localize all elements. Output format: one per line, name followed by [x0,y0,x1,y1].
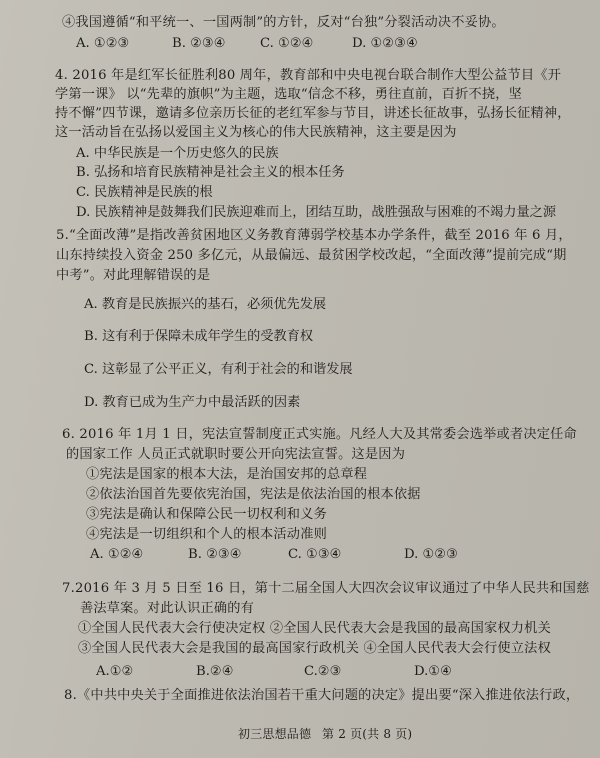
q4-stem-line-3: 持不懈”四节课，邀请多位亲历长征的老红军参与节目，讲述长征故事，弘扬长征精神， [55,106,571,121]
q7-item-line-1: ①全国人民代表大会行使决定权 ②全国人民代表大会是我国的最高国家权力机关 [78,621,551,636]
q6-stem-line-1: 6. 2016 年 1月 1 日，宪法宣誓制度正式实施。凡经人大及其常委会选举或者决定任命 [62,427,577,442]
q5-option-d: D. 教育已成为生产力中最活跃的因素 [84,395,301,410]
q7-option-c: C.②③ [304,664,342,679]
q4-stem-line-1: 4. 2016 年是红军长征胜利80 周年，教育部和中央电视台联合制作大型公益节目《开 [55,68,562,83]
q6-item-2: ②依法治国首先要依宪治国，宪法是依法治国的根本依据 [86,487,421,502]
q4-option-b: B. 弘扬和培育民族精神是社会主义的根本任务 [76,165,345,180]
q4-option-d: D. 民族精神是鼓舞我们民族迎难而上，团结互助，战胜强敌与困难的不竭力量之源 [76,205,557,220]
q4-option-a: A. 中华民族是一个历史悠久的民族 [76,146,279,161]
footer-page-number: 第 2 页(共 8 页) [322,727,413,741]
q5-stem-line-3: 中考”。对此理解错误的是 [56,268,211,283]
q6-item-4: ④宪法是一切组织和个人的根本活动准则 [86,527,327,542]
q4-stem-line-4: 这一活动旨在弘扬以爱国主义为核心的伟大民族精神，这主要是因为 [55,125,457,140]
q3-option-c: C. ①②④ [260,36,314,51]
q3-option-d: D. ①②③④ [352,36,418,51]
q6-stem-line-2: 的国家工作 人员正式就职时要公开向宪法宣誓。这是因为 [66,447,406,462]
q7-stem-line-1: 7.2016 年 3 月 5 日至 16 日，第十二届全国人大四次会议审议通过了中华人民共和国慈 [62,581,590,596]
q6-item-3: ③宪法是确认和保障公民一切权利和义务 [86,507,327,522]
q5-option-a: A. 教育是民族振兴的基石，必须优先发展 [84,297,327,312]
q3-option-a: A. ①②③ [76,36,130,51]
q6-option-c: C. ①③④ [288,547,342,562]
q7-option-a: A.①② [96,664,134,679]
footer-subject: 初三思想品德 [238,727,312,741]
q3-option-b: B. ②③④ [172,36,226,51]
q8-stem-line-1: 8.《中共中央关于全面推进依法治国若干重大问题的决定》提出要“深入推进依法行政， [64,688,580,703]
q7-stem-line-2: 善法草案。对此认识正确的有 [80,601,255,616]
q7-item-line-2: ③全国人民代表大会是我国的最高国家行政机关 ④全国人民代表大会行使立法权 [78,641,551,656]
q5-stem-line-1: 5.“全面改薄”是指改善贫困地区义务教育薄弱学校基本办学条件，截至 2016 年 6 月， [56,228,572,243]
q3-item-4: ④我国遵循“和平统一、一国两制”的方针，反对“台独”分裂活动决不妥协。 [62,15,505,30]
q6-option-a: A. ①②④ [90,547,144,562]
q6-item-1: ①宪法是国家的根本大法，是治国安邦的总章程 [86,467,368,482]
q7-option-d: D.①④ [414,664,452,679]
q4-stem-line-2: 学第一课》 以“先辈的旗帜”为主题，选取“信念不移，勇往直前，百折不挠，坚 [55,87,523,102]
q7-option-b: B.②④ [196,664,234,679]
q6-option-d: D. ①②③ [404,547,458,562]
q5-option-b: B. 这有利于保障未成年学生的受教育权 [84,329,314,344]
q5-option-c: C. 这彰显了公平正义，有利于社会的和谐发展 [84,362,353,377]
q5-stem-line-2: 山东持续投入资金 250 多亿元，从最偏远、最贫困学校改起，“全面改薄”提前完成“期 [56,248,567,263]
q6-option-b: B. ②③④ [188,547,242,562]
q4-option-c: C. 民族精神是民族的根 [76,185,213,200]
